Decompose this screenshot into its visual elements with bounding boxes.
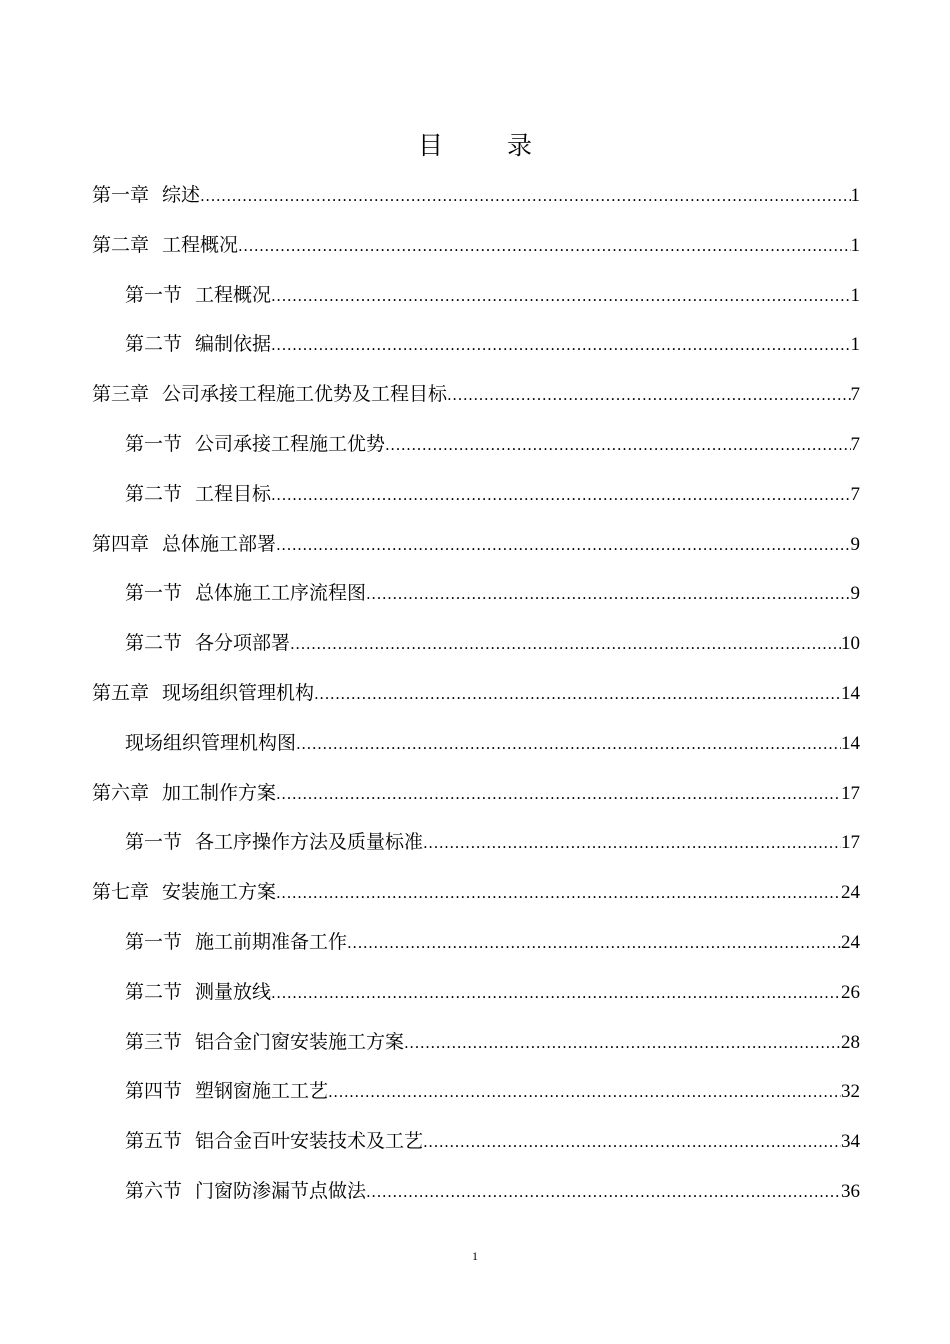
toc-entry-page: 1 [850, 284, 860, 306]
toc-leader-dots [366, 1168, 841, 1217]
toc-entry-label [92, 520, 276, 570]
toc-entry-number: 第五章 [92, 681, 150, 704]
toc-entry-label [125, 1117, 423, 1167]
toc-entry[interactable] [92, 271, 860, 321]
toc-entry[interactable] [92, 420, 860, 470]
toc-leader-dots [328, 1068, 841, 1117]
toc-leader-dots [276, 869, 841, 918]
toc-entry-page: 36 [841, 1180, 860, 1202]
toc-entry[interactable] [92, 968, 860, 1018]
toc-entry-text: 安装施工方案 [162, 881, 277, 904]
toc-entry-text: 公司承接工程施工优势及工程目标 [162, 383, 448, 406]
toc-leader-dots [271, 969, 841, 1018]
toc-leader-dots [290, 620, 841, 669]
toc-entry-text: 编制依据 [195, 333, 272, 356]
toc-entry-page: 14 [841, 682, 860, 704]
toc-entry-text: 门窗防渗漏节点做法 [195, 1179, 367, 1202]
toc-entry-text: 各工序操作方法及质量标准 [195, 831, 424, 854]
toc-entry[interactable] [92, 769, 860, 819]
toc-entry-number: 第一章 [92, 184, 150, 206]
toc-entry[interactable] [92, 221, 860, 271]
toc-entry-number: 第七章 [92, 881, 150, 904]
toc-entry-page: 10 [841, 633, 860, 655]
toc-entry[interactable] [92, 918, 860, 968]
toc-entry-number: 第二章 [92, 233, 150, 256]
toc-entry-label [125, 1167, 366, 1217]
toc-entry[interactable] [92, 520, 860, 570]
toc-entry-number: 第四章 [92, 532, 150, 555]
toc-entry[interactable] [92, 370, 860, 420]
toc-leader-dots [314, 670, 841, 719]
toc-entry-number: 第四节 [125, 1080, 183, 1103]
toc-entry-page: 7 [850, 433, 860, 455]
toc-entry-page: 1 [850, 234, 860, 256]
toc-entry-page: 24 [841, 882, 860, 904]
toc-entry-number: 第二节 [125, 482, 183, 505]
toc-entry[interactable] [92, 868, 860, 918]
toc-entry-label [125, 619, 290, 669]
toc-leader-dots [271, 471, 850, 520]
toc-entry-label [92, 221, 238, 271]
toc-entry-number: 第一节 [125, 432, 183, 455]
toc-title-char-2: 录 [507, 131, 533, 160]
toc-entry-number: 第五节 [125, 1130, 183, 1153]
toc-entry-page: 14 [841, 732, 860, 754]
toc-entry-page: 34 [841, 1131, 860, 1153]
toc-leader-dots [447, 371, 850, 420]
toc-title-char-1: 目 [417, 131, 443, 160]
toc-leader-dots [271, 272, 850, 321]
toc-leader-dots [347, 919, 841, 968]
toc-entry-label [125, 719, 296, 769]
toc-title [0, 128, 950, 164]
toc-entry-page: 17 [841, 782, 860, 804]
toc-leader-dots [276, 770, 841, 819]
toc-leader-dots [366, 570, 850, 619]
toc-entry-page: 28 [841, 1031, 860, 1053]
page-number-footer: 1 [472, 1249, 478, 1263]
toc-entry[interactable] [92, 1067, 860, 1117]
toc-entry[interactable] [92, 619, 860, 669]
toc-entry-number: 第一节 [125, 930, 183, 953]
toc-entry-label [125, 818, 423, 868]
toc-entry-text: 总体施工部署 [162, 532, 277, 555]
toc-entry-text: 现场组织管理机构 [162, 681, 315, 704]
toc-entry-label [92, 669, 314, 719]
toc-entry[interactable] [92, 171, 860, 221]
toc-entry-number: 第二节 [125, 980, 183, 1003]
toc-entry-label [92, 868, 276, 918]
toc-entry-label [125, 968, 271, 1018]
toc-entry-text: 铝合金百叶安装技术及工艺 [195, 1130, 424, 1153]
toc-entry-page: 17 [841, 832, 860, 854]
toc-entry[interactable] [92, 1117, 860, 1167]
toc-entry-number: 第二节 [125, 632, 183, 655]
toc-entry-page: 9 [850, 533, 860, 555]
toc-entry-text: 塑钢窗施工工艺 [195, 1080, 329, 1103]
toc-entry-label [125, 918, 347, 968]
toc-entry[interactable] [92, 818, 860, 868]
toc-entry[interactable] [92, 1167, 860, 1217]
toc-leader-dots [385, 421, 850, 470]
toc-entry-text: 工程概况 [195, 283, 272, 306]
toc-entry-number: 第三节 [125, 1030, 183, 1053]
toc-entry[interactable] [92, 470, 860, 520]
toc-entry[interactable] [92, 719, 860, 769]
toc-entry-text: 综述 [162, 184, 201, 206]
toc-entry-page: 9 [850, 583, 860, 605]
toc-list [92, 171, 860, 1217]
toc-entry-number: 第六章 [92, 781, 150, 804]
toc-entry-number: 第六节 [125, 1179, 183, 1202]
toc-entry-label [92, 370, 447, 420]
toc-entry-number: 第三章 [92, 383, 150, 406]
toc-entry-text: 加工制作方案 [162, 781, 277, 804]
toc-entry-label [125, 271, 271, 321]
toc-entry-text: 测量放线 [195, 980, 272, 1003]
toc-entry-text: 现场组织管理机构图 [125, 731, 297, 754]
toc-entry-page: 1 [850, 185, 860, 206]
toc-entry-text: 工程目标 [195, 482, 272, 505]
toc-entry-text: 铝合金门窗安装施工方案 [195, 1030, 405, 1053]
toc-entry-number: 第一节 [125, 831, 183, 854]
toc-leader-dots [238, 222, 850, 271]
toc-entry-page: 7 [850, 384, 860, 406]
toc-entry[interactable] [92, 1018, 860, 1068]
toc-entry-number: 第一节 [125, 582, 183, 605]
toc-entry[interactable] [92, 569, 860, 619]
toc-entry-number: 第一节 [125, 283, 183, 306]
toc-entry-text: 总体施工工序流程图 [195, 582, 367, 605]
toc-entry-text: 公司承接工程施工优势 [195, 432, 386, 455]
toc-entry-text: 各分项部署 [195, 632, 291, 655]
toc-entry-label [125, 470, 271, 520]
toc-leader-dots [423, 1118, 841, 1167]
toc-entry-label [125, 1018, 404, 1068]
toc-entry-page: 26 [841, 981, 860, 1003]
toc-entry[interactable] [92, 669, 860, 719]
toc-leader-dots [404, 1019, 841, 1068]
toc-entry-page: 24 [841, 931, 860, 953]
toc-entry-page: 7 [850, 483, 860, 505]
toc-entry-number: 第二节 [125, 333, 183, 356]
toc-leader-dots [200, 172, 850, 221]
toc-entry-label [125, 569, 366, 619]
toc-entry[interactable] [92, 320, 860, 370]
toc-entry-label [125, 1067, 328, 1117]
toc-entry-label [92, 769, 276, 819]
toc-entry-label [125, 420, 385, 470]
toc-leader-dots [276, 521, 850, 570]
toc-entry-label [125, 320, 271, 370]
toc-entry-page: 1 [850, 334, 860, 356]
toc-leader-dots [423, 819, 841, 868]
toc-entry-text: 施工前期准备工作 [195, 930, 348, 953]
toc-entry-text: 工程概况 [162, 233, 239, 256]
toc-entry-page: 32 [841, 1081, 860, 1103]
toc-leader-dots [296, 720, 841, 769]
toc-leader-dots [271, 321, 850, 370]
toc-entry-label [92, 171, 200, 221]
